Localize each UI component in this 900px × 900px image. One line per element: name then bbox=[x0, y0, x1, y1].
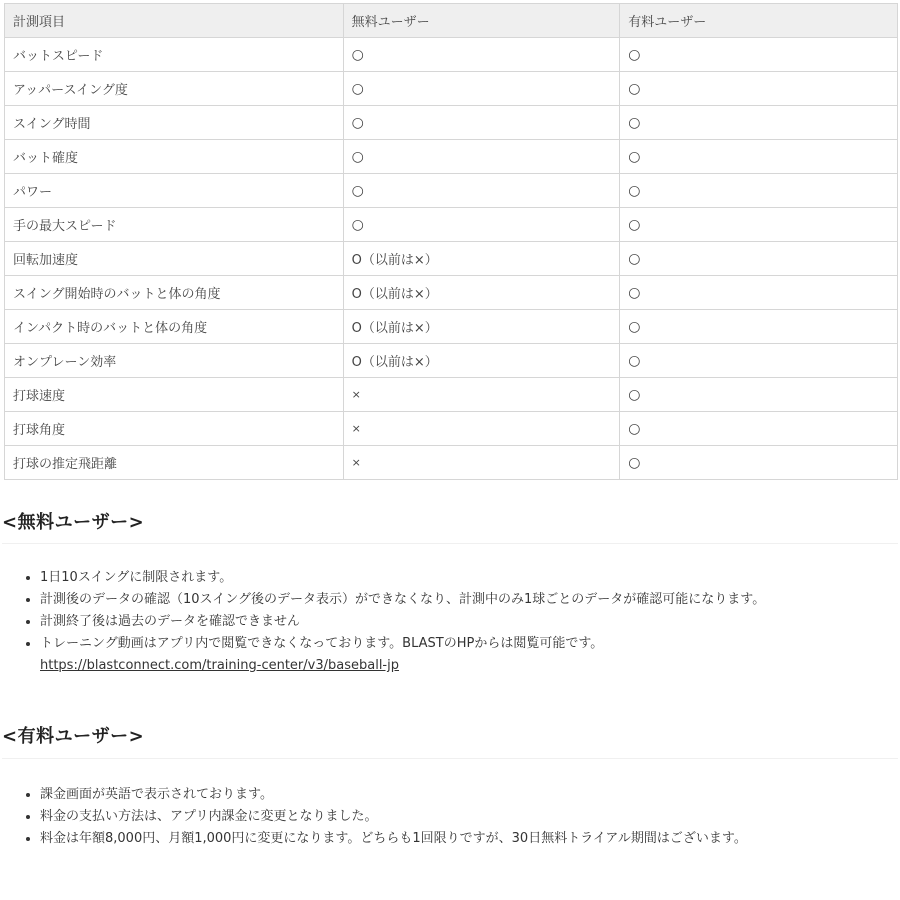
table-row bbox=[5, 106, 898, 140]
paid-user-availability: ○ bbox=[620, 446, 898, 480]
free-user-availability: ○ bbox=[343, 174, 620, 208]
free-user-availability: O（以前は×） bbox=[343, 276, 620, 310]
table-row bbox=[5, 72, 898, 106]
paid-user-availability: ○ bbox=[620, 344, 898, 378]
paid-user-availability: ○ bbox=[620, 38, 898, 72]
header-item: 計測項目 bbox=[5, 4, 344, 38]
table-row bbox=[5, 242, 898, 276]
table-row bbox=[5, 446, 898, 480]
table-row bbox=[5, 378, 898, 412]
list-item: • 1日10スイングに制限されます。 bbox=[40, 567, 765, 589]
table-row bbox=[5, 38, 898, 72]
paid-user-availability: ○ bbox=[620, 276, 898, 310]
table-row bbox=[5, 174, 898, 208]
measurement-item: オンプレーン効率 bbox=[5, 344, 344, 378]
free-user-availability: × bbox=[343, 378, 620, 412]
comparison-table bbox=[4, 3, 898, 480]
paid-user-availability: ○ bbox=[620, 378, 898, 412]
list-item: • 計測終了後は過去のデータを確認できません bbox=[40, 611, 765, 633]
measurement-item: バット確度 bbox=[5, 140, 344, 174]
table-row bbox=[5, 276, 898, 310]
table-row bbox=[5, 344, 898, 378]
table-row bbox=[5, 140, 898, 174]
free-user-availability: ○ bbox=[343, 106, 620, 140]
measurement-item: アッパースイング度 bbox=[5, 72, 344, 106]
measurement-item: バットスピード bbox=[5, 38, 344, 72]
divider bbox=[2, 543, 898, 544]
list-item: • 計測後のデータの確認（10スイング後のデータ表示）ができなくなり、計測中のみ1球ごとのデータが確認可能になります。 bbox=[40, 589, 765, 611]
list-item: • 料金は年額8,000円、月額1,000円に変更になります。どちらも1回限りですが、30日無料トライアル期間はございます。 bbox=[40, 828, 747, 850]
measurement-item: インパクト時のバットと体の角度 bbox=[5, 310, 344, 344]
paid-user-availability: ○ bbox=[620, 310, 898, 344]
measurement-item: 打球角度 bbox=[5, 412, 344, 446]
measurement-item: 手の最大スピード bbox=[5, 208, 344, 242]
paid-user-availability: ○ bbox=[620, 140, 898, 174]
list-item-text: トレーニング動画はアプリ内で閲覧できなくなっております。BLASTのHPからは閲覧可能です。 bbox=[40, 636, 604, 651]
list-item: • 料金の支払い方法は、アプリ内課金に変更となりました。 bbox=[40, 806, 747, 828]
paid-user-availability: ○ bbox=[620, 106, 898, 140]
measurement-item: 回転加速度 bbox=[5, 242, 344, 276]
paid-user-notes bbox=[20, 784, 747, 850]
paid-user-heading: <有料ユーザー> bbox=[2, 726, 145, 747]
free-user-availability: × bbox=[343, 412, 620, 446]
measurement-item: スイング開始時のバットと体の角度 bbox=[5, 276, 344, 310]
free-user-notes bbox=[20, 567, 765, 677]
measurement-item: パワー bbox=[5, 174, 344, 208]
training-center-link[interactable]: https://blastconnect.com/training-center/v3/baseball-jp bbox=[40, 658, 399, 673]
paid-user-availability: ○ bbox=[620, 208, 898, 242]
header-paid-user: 有料ユーザー bbox=[620, 4, 898, 38]
free-user-availability: O（以前は×） bbox=[343, 242, 620, 276]
measurement-item: スイング時間 bbox=[5, 106, 344, 140]
free-user-availability: ○ bbox=[343, 38, 620, 72]
free-user-availability: ○ bbox=[343, 208, 620, 242]
table-row bbox=[5, 310, 898, 344]
paid-user-availability: ○ bbox=[620, 412, 898, 446]
paid-user-availability: ○ bbox=[620, 242, 898, 276]
list-item: • 課金画面が英語で表示されております。 bbox=[40, 784, 747, 806]
free-user-heading: <無料ユーザー> bbox=[2, 512, 145, 533]
divider bbox=[2, 758, 898, 759]
table-header-row bbox=[5, 4, 898, 38]
header-free-user: 無料ユーザー bbox=[343, 4, 620, 38]
free-user-availability: × bbox=[343, 446, 620, 480]
paid-user-availability: ○ bbox=[620, 72, 898, 106]
measurement-item: 打球の推定飛距離 bbox=[5, 446, 344, 480]
measurement-item: 打球速度 bbox=[5, 378, 344, 412]
free-user-availability: O（以前は×） bbox=[343, 310, 620, 344]
table-row bbox=[5, 208, 898, 242]
free-user-availability: O（以前は×） bbox=[343, 344, 620, 378]
table-row bbox=[5, 412, 898, 446]
free-user-availability: ○ bbox=[343, 72, 620, 106]
free-user-availability: ○ bbox=[343, 140, 620, 174]
paid-user-availability: ○ bbox=[620, 174, 898, 208]
list-item bbox=[40, 633, 765, 677]
